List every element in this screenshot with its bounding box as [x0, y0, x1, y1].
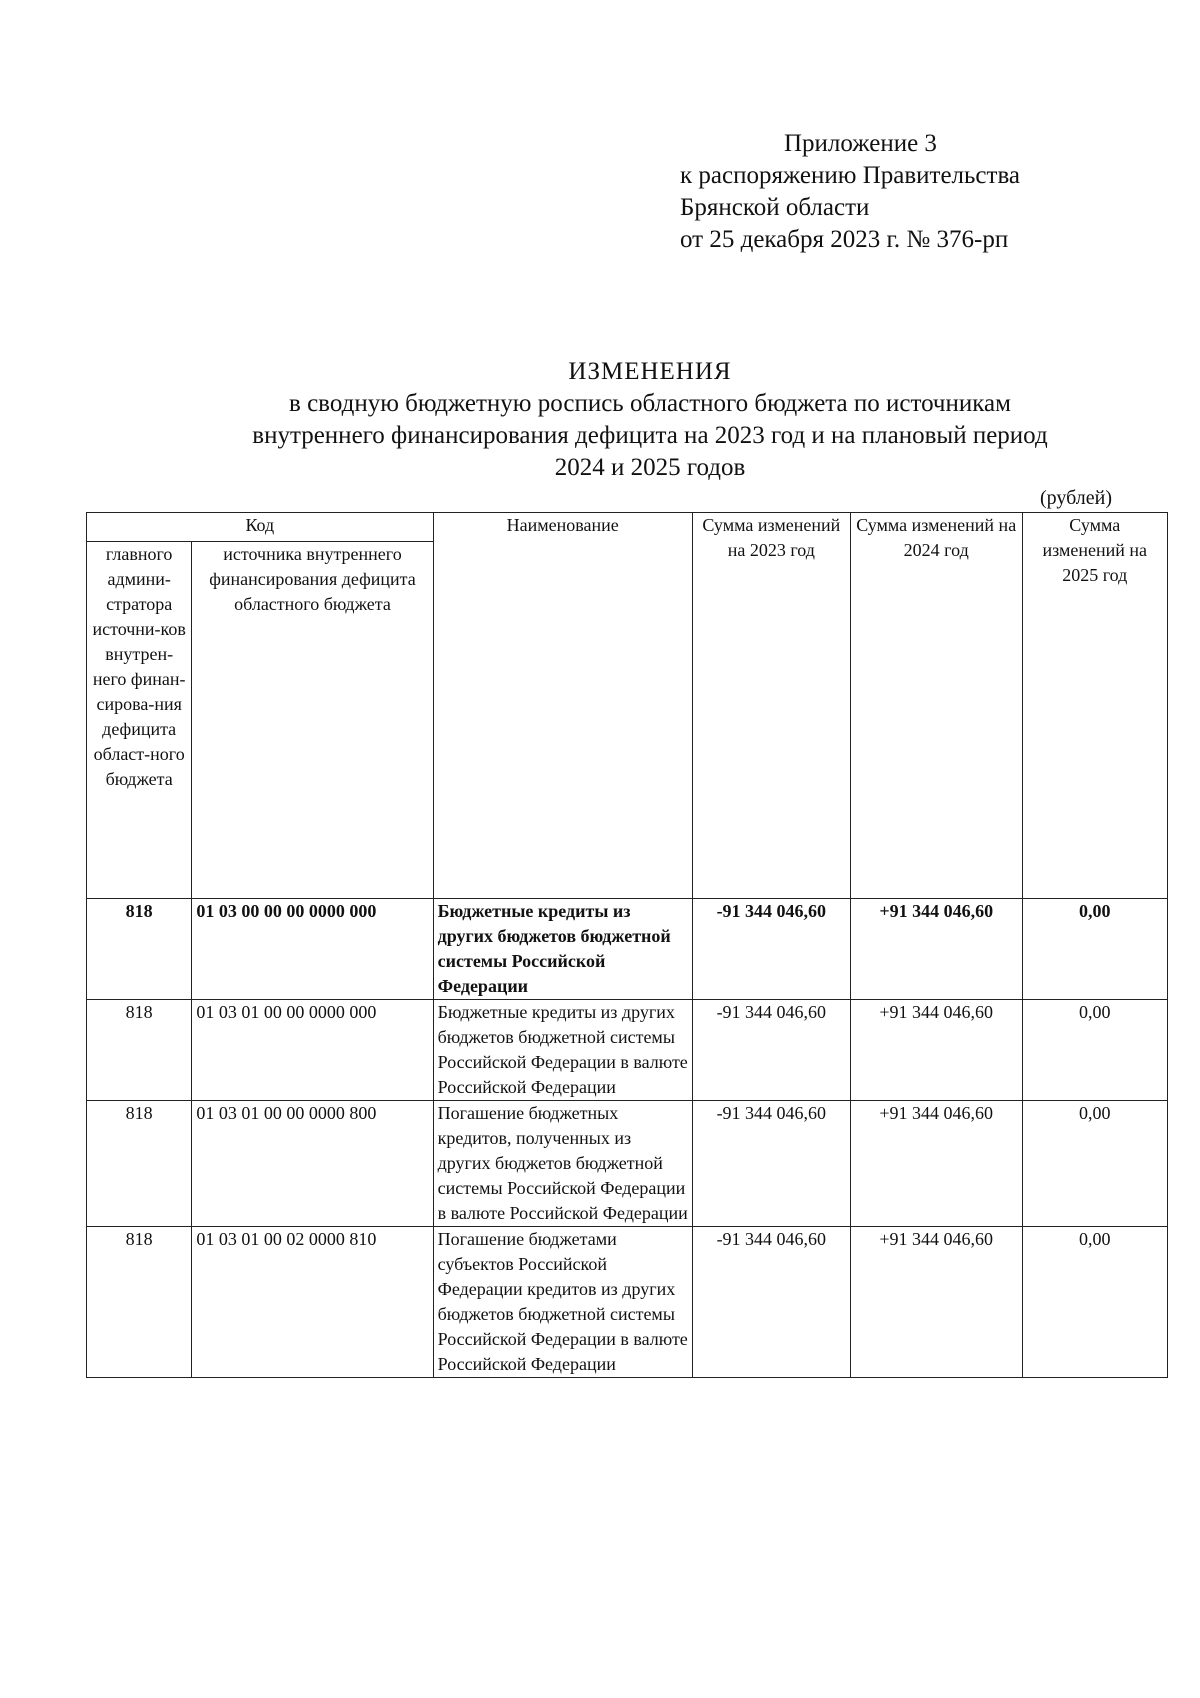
header-sum-2025: Сумма изменений на 2025 год [1022, 513, 1167, 899]
row-sum-2025: 0,00 [1022, 899, 1167, 1000]
row-sum-2025: 0,00 [1022, 1000, 1167, 1101]
header-sum-2023: Сумма изменений на 2023 год [692, 513, 850, 899]
header-name: Наименование [433, 513, 692, 899]
header-admin-code: главного админи-стратора источни-ков внутрен-него финан-сирова-ния дефицита област-ного бюджета [87, 542, 192, 899]
document-title [160, 356, 1140, 484]
appendix-date-number: от 25 декабря 2023 г. № 376-рп [680, 226, 1009, 253]
row-sum-2023: -91 344 046,60 [692, 1000, 850, 1101]
row-name: Бюджетные кредиты из других бюджетов бюджетной системы Российской Федерации в валюте Российской Федерации [433, 1000, 692, 1101]
row-admin: 818 [87, 1000, 192, 1101]
row-sum-2024: +91 344 046,60 [850, 1101, 1022, 1227]
row-sum-2023: -91 344 046,60 [692, 1101, 850, 1227]
appendix-order-ref: к распоряжению Правительства [680, 162, 1021, 189]
row-sum-2024: +91 344 046,60 [850, 1000, 1022, 1101]
budget-changes-table [86, 512, 1168, 1378]
title-line-1: в сводную бюджетную роспись областного бюджета по источникам [289, 390, 1011, 417]
table-header-row [87, 513, 1168, 542]
table-row [87, 1000, 1168, 1101]
row-sum-2025: 0,00 [1022, 1227, 1167, 1378]
row-source-code: 01 03 01 00 02 0000 810 [192, 1227, 433, 1378]
table-row [87, 899, 1168, 1000]
row-admin: 818 [87, 1101, 192, 1227]
appendix-region: Брянской области [680, 194, 870, 221]
row-name: Погашение бюджетами субъектов Российской Федерации кредитов из других бюджетов бюджетной системы Российской Федерации в валюте Российской Федерации [433, 1227, 692, 1378]
row-admin: 818 [87, 899, 192, 1000]
table-row [87, 1227, 1168, 1378]
title-heading: ИЗМЕНЕНИЯ [568, 358, 732, 385]
row-source-code: 01 03 01 00 00 0000 000 [192, 1000, 433, 1101]
row-source-code: 01 03 00 00 00 0000 000 [192, 899, 433, 1000]
header-sum-2024: Сумма изменений на 2024 год [850, 513, 1022, 899]
appendix-block [680, 128, 1020, 256]
row-sum-2023: -91 344 046,60 [692, 899, 850, 1000]
units-label: (рублей) [1040, 487, 1113, 509]
table-row [87, 1101, 1168, 1227]
row-name: Погашение бюджетных кредитов, полученных из других бюджетов бюджетной системы Российской Федерации в валюте Российской Федерации [433, 1101, 692, 1227]
row-sum-2025: 0,00 [1022, 1101, 1167, 1227]
row-admin: 818 [87, 1227, 192, 1378]
row-source-code: 01 03 01 00 00 0000 800 [192, 1101, 433, 1227]
appendix-number: Приложение 3 [784, 130, 937, 157]
header-source-code: источника внутреннего финансирования дефицита областного бюджета [192, 542, 433, 899]
row-sum-2023: -91 344 046,60 [692, 1227, 850, 1378]
row-name: Бюджетные кредиты из других бюджетов бюджетной системы Российской Федерации [433, 899, 692, 1000]
title-line-3: 2024 и 2025 годов [554, 454, 746, 481]
title-line-2: внутреннего финансирования дефицита на 2023 год и на плановый период [252, 422, 1048, 449]
row-sum-2024: +91 344 046,60 [850, 899, 1022, 1000]
header-code: Код [87, 513, 434, 542]
row-sum-2024: +91 344 046,60 [850, 1227, 1022, 1378]
